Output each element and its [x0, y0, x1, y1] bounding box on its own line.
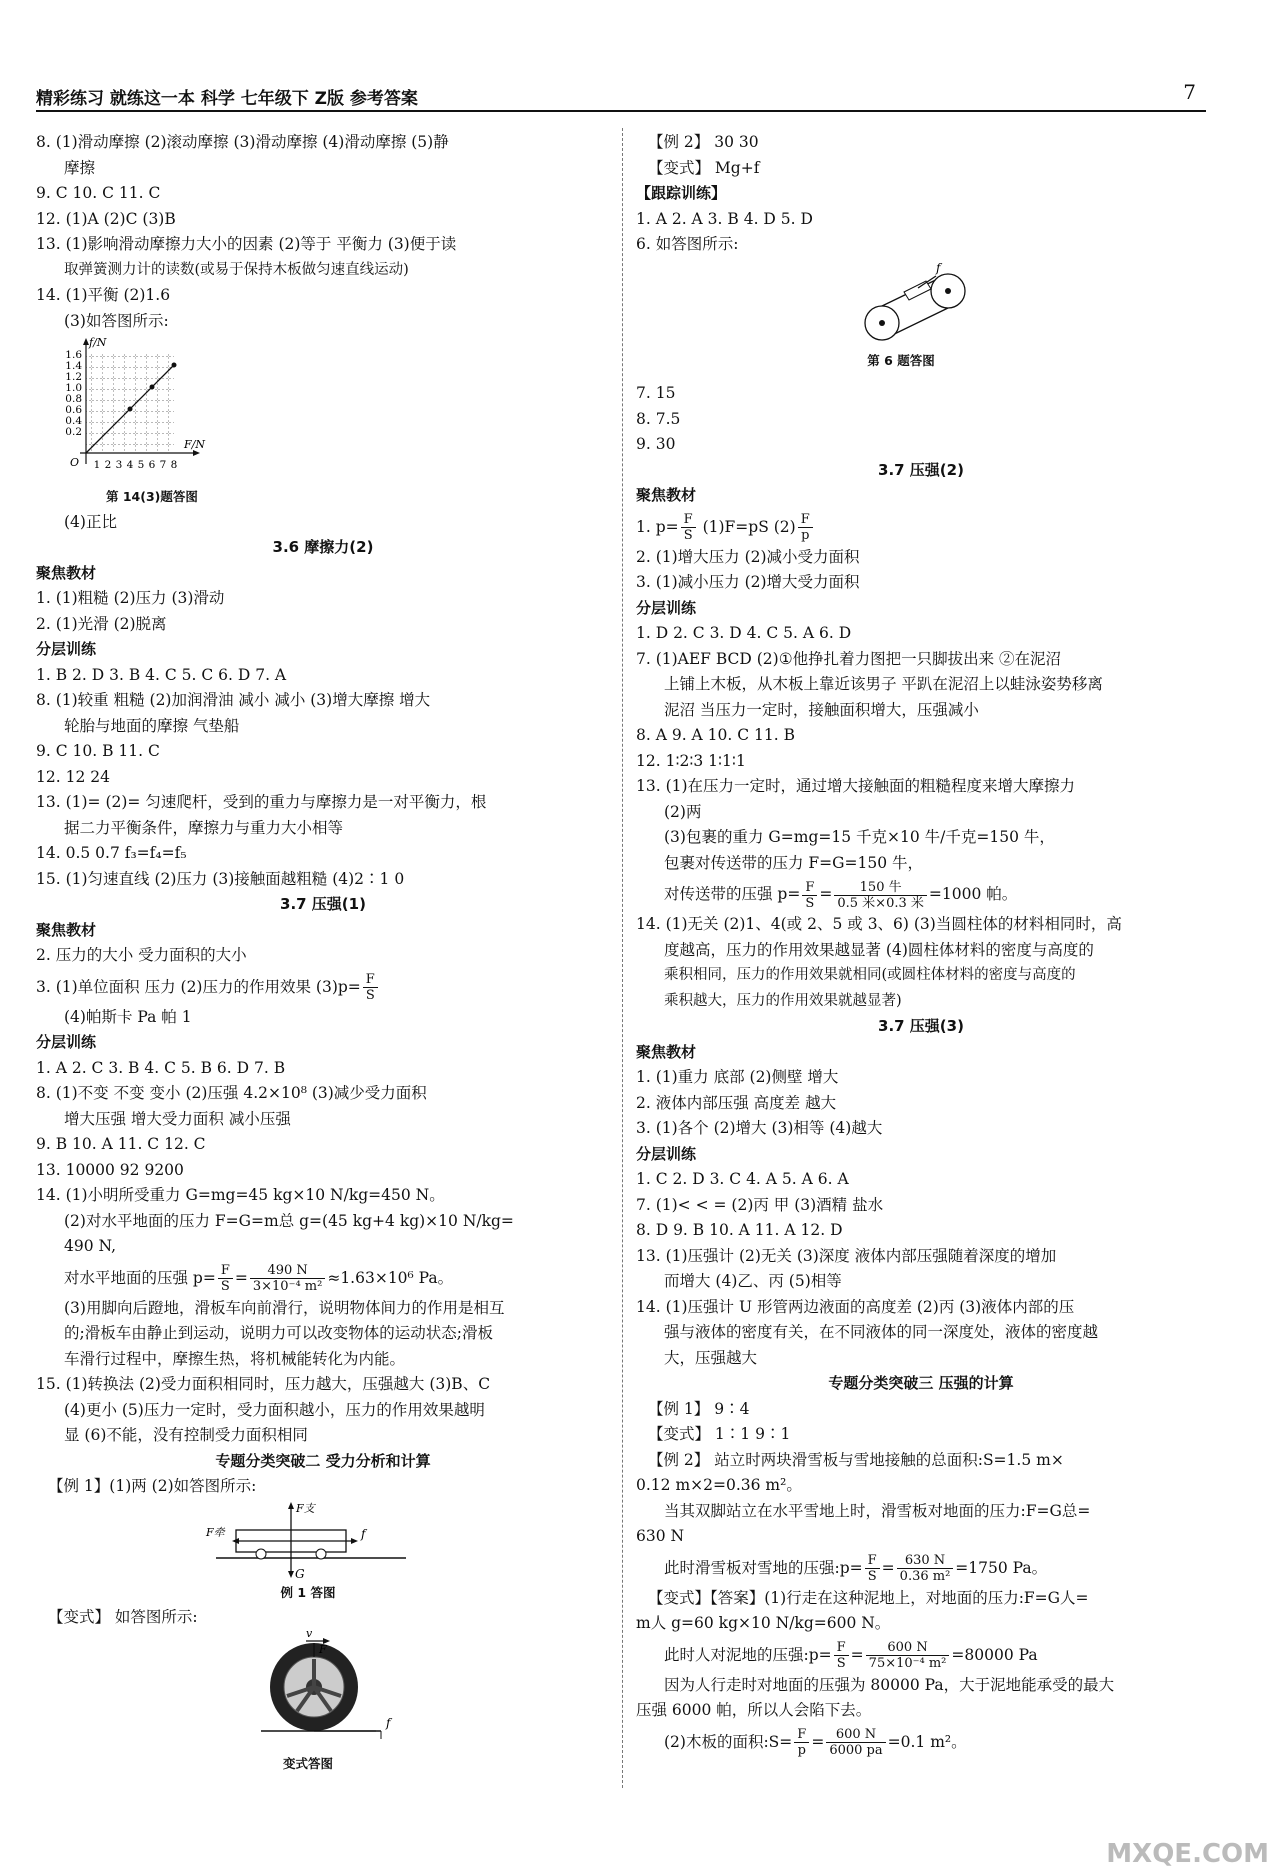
- answer-line: 【变式】 Mg+f: [648, 158, 760, 177]
- pulley-axle: [945, 288, 951, 294]
- answer-line: 包裹对传送带的压力 F=G=150 牛，: [664, 853, 924, 872]
- answer-line: 7. 15: [636, 384, 676, 402]
- answer-line: 15. (1)匀速直线 (2)压力 (3)接触面越粗糙 (4)2∶1 0: [36, 869, 405, 888]
- fraction: [865, 1553, 880, 1584]
- answer-line: 【例 2】 30 30: [648, 133, 759, 151]
- figure-caption: 变式答图: [282, 1755, 333, 1771]
- answer-text: =80000 Pa: [951, 1645, 1038, 1664]
- answer-line: 13. (1)在压力一定时，通过增大接触面的粗糙程度来增大摩擦力: [636, 777, 1076, 795]
- answer-line: 9. C 10. C 11. C: [36, 184, 161, 202]
- answer-text: (2)木板的面积:S=: [664, 1732, 793, 1751]
- denominator: S: [805, 895, 815, 911]
- answer-line: 【变式】【答案】(1)行走在这种泥地上，对地面的压力:F=G人=: [648, 1588, 1089, 1607]
- denominator: p: [801, 528, 810, 543]
- denominator: 3×10⁻⁴ m²: [252, 1279, 323, 1294]
- cart-wheel: [316, 1549, 326, 1559]
- answer-text: ≈1.63×10⁶ Pa。: [327, 1268, 454, 1287]
- answer-line: 14. (1)平衡 (2)1.6: [36, 286, 171, 304]
- x-tick: 2: [104, 459, 112, 471]
- numerator: F: [363, 972, 378, 988]
- answer-line: (4)更小 (5)压力一定时，受力面积越小，压力的作用效果越明: [64, 1400, 485, 1419]
- label-force: F: [319, 1642, 327, 1656]
- answer-line: 【例 1】 9∶4: [648, 1399, 750, 1418]
- subsection-heading: 【跟踪训练】: [636, 184, 727, 202]
- answer-text: (1)F=pS (2): [697, 517, 796, 536]
- answer-line: 7. (1)AEF BCD (2)①他挣扎着力图把一只脚拔出来 ②在泥沼: [636, 649, 1062, 668]
- label-gravity: G: [295, 1566, 305, 1580]
- answer-line: 1. C 2. D 3. C 4. A 5. A 6. A: [636, 1170, 849, 1188]
- figure-caption: 第 14(3)题答图: [106, 489, 198, 504]
- section-title: 3.6 摩擦力(2): [272, 538, 374, 556]
- x-tick: 8: [170, 459, 178, 471]
- section-title: 专题分类突破三 压强的计算: [828, 1374, 1014, 1392]
- friction-graph: [36, 334, 236, 484]
- fraction: [866, 1640, 950, 1671]
- answer-line: 取弹簧测力计的读数(或易于保持木板做匀速直线运动): [64, 261, 409, 278]
- cart-force-diagram: [36, 1500, 610, 1580]
- numerator: F: [798, 512, 813, 528]
- x-tick: 7: [159, 459, 167, 471]
- answer-line: 【变式】 如答图所示:: [48, 1608, 198, 1626]
- x-tick: 1: [93, 459, 101, 471]
- subsection-heading: 聚焦教材: [636, 1042, 697, 1061]
- answer-line: 1. A 2. C 3. B 4. C 5. B 6. D 7. B: [36, 1058, 286, 1077]
- answer-line: 12. 12 24: [36, 767, 110, 786]
- fraction: [363, 972, 378, 1003]
- y-tick: 1.4: [65, 360, 82, 372]
- answer-line: 2. 压力的大小 受力面积的大小: [36, 946, 247, 964]
- answer-line: 8. A 9. A 10. C 11. B: [636, 726, 796, 744]
- answer-line: 增大压强 增大受力面积 减小压强: [64, 1109, 291, 1128]
- x-label: F/N: [184, 438, 205, 451]
- answer-line: 14. (1)压强计 U 形管两边液面的高度差 (2)丙 (3)液体内部的压: [636, 1297, 1075, 1316]
- answer-text: 对水平地面的压强 p=: [64, 1268, 216, 1287]
- answer-line: 14. (1)无关 (2)1、4(或 2、5 或 3、6) (3)当圆柱体的材料相同时，高: [636, 915, 1122, 933]
- denominator: S: [836, 1656, 846, 1671]
- y-tick: 1.0: [65, 382, 82, 394]
- subsection-heading: 聚焦教材: [636, 486, 697, 504]
- answer-line: 0.12 m×2=0.36 m²。: [636, 1476, 802, 1494]
- arrow-head: [288, 1502, 294, 1509]
- fraction: [802, 880, 817, 911]
- numerator: 150 牛: [834, 880, 927, 896]
- label-pull: F牵: [206, 1525, 225, 1539]
- answer-line: 摩擦: [64, 158, 96, 177]
- answer-text: 3. (1)单位面积 压力 (2)压力的作用效果 (3)p=: [36, 977, 361, 996]
- x-tick: 4: [126, 459, 134, 471]
- section-title: 3.7 压强(1): [280, 895, 366, 913]
- fraction: [834, 880, 927, 911]
- answer-line: [36, 969, 610, 1005]
- subsection-heading: 分层训练: [636, 1144, 697, 1163]
- denominator: 0.36 m²: [899, 1569, 951, 1584]
- cart-svg: [36, 1500, 610, 1580]
- y-label: f/N: [89, 336, 107, 349]
- fraction: [834, 1640, 849, 1671]
- answer-line: (4)帕斯卡 Pa 帕 1: [64, 1007, 192, 1026]
- numerator: F: [865, 1553, 880, 1569]
- answer-text: =1000 帕。: [928, 885, 1018, 903]
- answer-line: 当其双脚站立在水平雪地上时，滑雪板对地面的压力:F=G总=: [664, 1501, 1091, 1520]
- arrow-head: [351, 1538, 358, 1544]
- answer-line: 3. (1)各个 (2)增大 (3)相等 (4)越大: [636, 1119, 883, 1137]
- answer-line: 8. (1)不变 不变 变小 (2)压强 4.2×10⁸ (3)减少受力面积: [36, 1084, 427, 1102]
- y-tick: 1.2: [65, 371, 82, 383]
- label-friction: f: [361, 1526, 366, 1541]
- subsection-heading: 聚焦教材: [36, 563, 97, 582]
- fraction: [681, 512, 696, 543]
- numerator: 490 N: [250, 1263, 325, 1279]
- denominator: 6000 pa: [829, 1743, 883, 1758]
- answer-line: [636, 509, 1206, 545]
- answer-line: 1. A 2. A 3. B 4. D 5. D: [636, 209, 813, 228]
- subsection-heading: 分层训练: [636, 598, 697, 617]
- fraction: [798, 512, 813, 543]
- answer-text: =1750 Pa。: [955, 1558, 1048, 1577]
- answer-line: 2. (1)增大压力 (2)减小受力面积: [636, 547, 860, 566]
- denominator: 75×10⁻⁴ m²: [868, 1656, 947, 1671]
- fraction: [897, 1553, 954, 1584]
- answer-line: 13. (1)= (2)= 匀速爬杆，受到的重力与摩擦力是一对平衡力，根: [36, 793, 487, 811]
- x-tick: 5: [137, 459, 145, 471]
- section-title: 3.7 压强(2): [878, 460, 964, 479]
- numerator: F: [802, 880, 817, 896]
- label-friction: f: [386, 1715, 391, 1730]
- answer-line: 12. 1∶2∶3 1∶1∶1: [636, 751, 746, 770]
- y-tick: 0.8: [65, 393, 82, 405]
- answer-line: 7. (1)< < = (2)丙 甲 (3)酒精 盐水: [636, 1195, 884, 1214]
- answer-line: 1. (1)重力 底部 (2)侧壁 增大: [636, 1068, 839, 1086]
- answer-line: (2)对水平地面的压力 F=G=m总 g=(45 kg+4 kg)×10 N/kg=: [64, 1211, 514, 1230]
- data-point: [150, 385, 155, 390]
- answer-line: (2)两: [664, 802, 702, 821]
- x-tick: 3: [115, 459, 123, 471]
- denominator: S: [867, 1569, 877, 1584]
- cart-wheel: [256, 1549, 266, 1559]
- wheel-svg: [36, 1631, 610, 1751]
- label-velocity: v: [306, 1630, 313, 1640]
- answer-line: 8. D 9. B 10. A 11. A 12. D: [636, 1221, 843, 1239]
- answer-line: 因为人行走时对地面的压强为 80000 Pa，大于泥地能承受的最大: [664, 1675, 1115, 1694]
- answer-text: 此时人对泥地的压强:p=: [664, 1645, 832, 1664]
- answer-line: (3)用脚向后蹬地，滑板车向前滑行，说明物体间力的作用是相互: [64, 1298, 505, 1317]
- y-tick: 0.2: [65, 426, 82, 438]
- right-column: [636, 130, 1206, 1760]
- arrow-head: [288, 1571, 294, 1578]
- page-header: [36, 80, 1206, 112]
- answer-line: 泥沼 当压力一定时，接触面积增大，压强减小: [664, 700, 979, 719]
- answer-line: (4)正比: [64, 512, 117, 531]
- column-divider: [622, 128, 623, 1788]
- answer-line: 13. (1)影响滑动摩擦力大小的因素 (2)等于 平衡力 (3)便于读: [36, 235, 457, 253]
- conveyor-svg: [636, 258, 1206, 348]
- answer-text: 此时滑雪板对雪地的压强:p=: [664, 1558, 863, 1577]
- header-title: 精彩练习 就练这一本 科学 七年级下 Z版 参考答案: [36, 89, 418, 109]
- answer-line: 2. (1)光滑 (2)脱离: [36, 614, 167, 633]
- numerator: F: [794, 1727, 809, 1743]
- graph-svg: [36, 334, 236, 484]
- subsection-heading: 分层训练: [36, 1033, 97, 1051]
- graph-grid: [86, 354, 174, 453]
- origin-label: O: [70, 456, 80, 469]
- fraction: [250, 1263, 325, 1294]
- answer-line: 13. 10000 92 9200: [36, 1160, 184, 1179]
- numerator: F: [218, 1263, 233, 1279]
- data-point: [128, 407, 133, 412]
- answer-line: m人 g=60 kg×10 N/kg=600 N。: [636, 1614, 891, 1632]
- answer-line: 13. (1)压强计 (2)无关 (3)深度 液体内部压强随着深度的增加: [636, 1246, 1057, 1265]
- numerator: 600 N: [826, 1727, 885, 1743]
- y-tick: 0.6: [65, 404, 82, 416]
- subsection-heading: 分层训练: [36, 640, 97, 658]
- wheel-force-diagram: [36, 1631, 610, 1751]
- figure-caption: 第 6 题答图: [867, 352, 935, 368]
- fraction: [218, 1263, 233, 1294]
- answer-line: 此时滑雪板对雪地的压强:p= $\frac{F}{S}$ = $\frac{630 N}{\text{0.36 m²}}$ =1750 Pa。: [664, 1553, 1048, 1584]
- answer-text: =0.1 m²。: [887, 1732, 967, 1751]
- answer-line: 1. (1)粗糙 (2)压力 (3)滑动: [36, 589, 225, 607]
- answer-line: 14. (1)小明所受重力 G=mg=45 kg×10 N/kg=450 N。: [36, 1186, 445, 1204]
- answer-line: 度越高，压力的作用效果越显著 (4)圆柱体材料的密度与高度的: [664, 940, 1094, 959]
- answer-line: 15. (1)转换法 (2)受力面积相同时，压力越大，压强越大 (3)B、C: [36, 1375, 491, 1393]
- answer-line: 9. 30: [636, 435, 676, 453]
- answer-line: (2)木板的面积:S= $\frac{F}{p}$ = $\frac{600 N}{6000 pa}$ =0.1 m²。: [664, 1727, 967, 1758]
- label-support: F支: [296, 1501, 315, 1515]
- answer-line: 乘积越大，压力的作用效果就越显著): [664, 992, 902, 1009]
- conveyor-diagram: [636, 258, 1206, 348]
- answer-line: 对水平地面的压强 p= $\frac{F}{S}$ = $\frac{490 N}{\text{3×10⁻⁴ m²}}$ ≈1.63×10⁶ Pa。: [64, 1263, 454, 1294]
- answer-line: 车滑行过程中，摩擦生热，将机械能转化为内能。: [64, 1349, 406, 1368]
- numerator: 600 N: [866, 1640, 950, 1656]
- answer-line: 1. D 2. C 3. D 4. C 5. A 6. D: [636, 624, 852, 642]
- answer-line: 轮胎与地面的摩擦 气垫船: [64, 716, 240, 735]
- section-title: 专题分类突破二 受力分析和计算: [215, 1451, 431, 1470]
- answer-line: 630 N: [636, 1527, 685, 1545]
- answer-text: 1. p=: [636, 517, 679, 536]
- numerator: 630 N: [897, 1553, 954, 1569]
- label-friction: f: [936, 260, 941, 275]
- answer-text: 对传送带的压强 p=: [664, 885, 801, 903]
- data-point: [172, 363, 177, 368]
- answer-line: 2. 液体内部压强 高度差 越大: [636, 1093, 837, 1112]
- answer-line: 3. (1)减小压力 (2)增大受力面积: [636, 573, 860, 591]
- answer-line: 强与液体的密度有关，在不同液体的同一深度处，液体的密度越: [664, 1323, 1099, 1341]
- answer-line: 8. (1)较重 粗糙 (2)加润滑油 减小 减小 (3)增大摩擦 增大: [36, 691, 431, 709]
- answer-line: 对传送带的压强 p= $\frac{F}{S}$ = $\frac{\text{150 牛}}{\text{0.5 米×0.3 米}}$ =1000 帕。: [664, 879, 1018, 911]
- denominator: S: [220, 1279, 230, 1294]
- numerator: F: [681, 512, 696, 528]
- denominator: 0.5 米×0.3 米: [837, 895, 924, 911]
- answer-line: (3)包裹的重力 G=mg=15 千克×10 牛/千克=150 牛，: [664, 828, 1055, 846]
- answer-line: 【例 1】(1)两 (2)如答图所示:: [48, 1477, 257, 1495]
- answer-line: 【例 2】 站立时两块滑雪板与雪地接触的总面积:S=1.5 m×: [648, 1450, 1064, 1469]
- answer-line: 此时人对泥地的压强:p= $\frac{F}{S}$ = $\frac{600 N}{\text{75×10⁻⁴ m²}}$ =80000 Pa: [664, 1640, 1038, 1671]
- pulley-axle: [879, 320, 885, 326]
- denominator: S: [683, 528, 693, 543]
- answer-line: 8. (1)滑动摩擦 (2)滚动摩擦 (3)滑动摩擦 (4)滑动摩擦 (5)静: [36, 133, 449, 151]
- answer-line: 【变式】 1∶1 9∶1: [648, 1425, 791, 1443]
- figure-caption: 例 1 答图: [280, 1584, 336, 1600]
- package-box: [904, 281, 931, 300]
- watermark: MXQE.COM: [1106, 1839, 1269, 1869]
- answer-line: 显 (6)不能，没有控制受力面积相同: [64, 1426, 308, 1444]
- y-tick: 1.6: [65, 349, 82, 361]
- answer-line: 而增大 (4)乙、丙 (5)相等: [664, 1272, 842, 1290]
- answer-line: 据二力平衡条件，摩擦力与重力大小相等: [64, 818, 344, 837]
- answer-line: 乘积相同，压力的作用效果就相同(或圆柱体材料的密度与高度的: [664, 967, 1076, 983]
- answer-line: 6. 如答图所示:: [636, 235, 739, 253]
- x-tick: 6: [148, 459, 156, 471]
- fraction: [826, 1727, 885, 1758]
- numerator: F: [834, 1640, 849, 1656]
- answer-line: 压强 6000 帕，所以人会陷下去。: [636, 1701, 872, 1719]
- answer-line: 490 N,: [64, 1237, 117, 1255]
- section-title: 3.7 压强(3): [878, 1017, 964, 1035]
- answer-line: 的;滑板车由静止到运动，说明力可以改变物体的运动状态;滑板: [64, 1324, 493, 1342]
- denominator: p: [797, 1743, 806, 1758]
- subsection-heading: 聚焦教材: [36, 920, 97, 939]
- answer-line: 14. 0.5 0.7 f₃=f₄=f₅: [36, 844, 187, 862]
- answer-line: 9. C 10. B 11. C: [36, 742, 160, 760]
- answer-line: 1. B 2. D 3. B 4. C 5. C 6. D 7. A: [36, 665, 287, 684]
- answer-line: 12. (1)A (2)C (3)B: [36, 209, 176, 228]
- denominator: S: [365, 988, 375, 1003]
- answer-line: 8. 7.5: [636, 409, 681, 428]
- answer-line: (3)如答图所示:: [64, 311, 169, 330]
- answer-line: 9. B 10. A 11. C 12. C: [36, 1135, 206, 1153]
- answer-line: 上铺上木板，从木板上靠近该男子 平趴在泥沼上以蛙泳姿势移离: [664, 675, 1103, 693]
- answer-line: 大，压强越大: [664, 1348, 758, 1367]
- fraction: [794, 1727, 809, 1758]
- page-number: 7: [1183, 80, 1196, 104]
- y-tick: 0.4: [65, 415, 82, 427]
- left-column: [36, 130, 610, 1776]
